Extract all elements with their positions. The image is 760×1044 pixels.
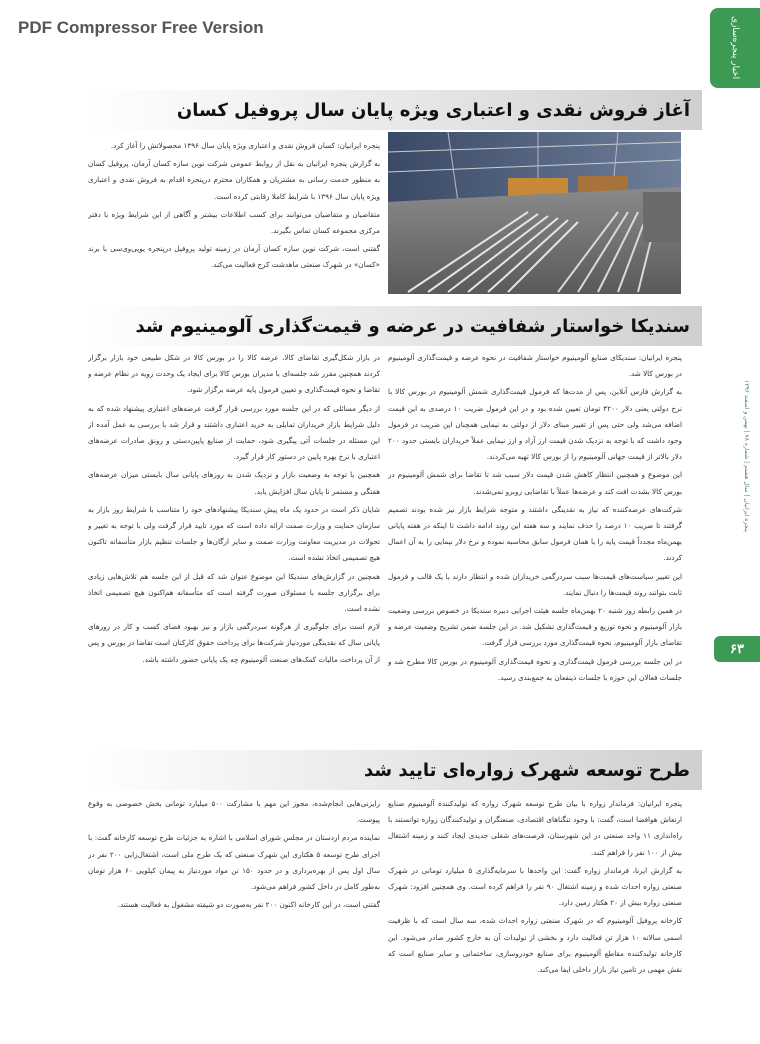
article1-paragraph: گفتنی است، شرکت نوین سازه کسان آرمان در زمینه تولید پروفیل درپنجره یوپی‌وی‌سی با برند «کسان» در شهرک صنعتی ماهدشت کرج فعالیت می‌کند. bbox=[88, 244, 380, 270]
article2-left-column bbox=[88, 350, 380, 738]
article2-paragraph: این موضوع و همچنین انتظار کاهش شدن قیمت دلار سبب شد تا تقاضا برای شمش آلومینیوم در بورس کالا بشدت افت کند و عرضه‌ها عملاً با تقاضایی روبرو نمی‌شدند. bbox=[388, 470, 682, 496]
article3-header bbox=[88, 750, 702, 790]
article2-paragraph: همچنین در گزارش‌های سندیکا این موضوع عنوان شد که قبل از این جلسه هم تلاش‌هایی زیادی برای برگزاری جلسه با مسئولان صورت گرفته است که متأسفانه هم‌اکنون هیچ تصمیمی اتخاذ نشده است. bbox=[88, 571, 380, 614]
article1-title: آغاز فروش نقدی و اعتباری ویژه پایان سال پروفیل کسان bbox=[176, 99, 690, 121]
article1-paragraph: پنجره ایرانیان: کسان فروش نقدی و اعتباری ویژه پایان سال ۱۳۹۶ محصولاتش را آغاز کرد. bbox=[110, 141, 380, 150]
article3-paragraph: رایزنی‌هایی انجام‌شده، مجوز این مهم با مشارکت ۵۰۰ میلیارد تومانی بخش خصوصی به وقوع پیوست. bbox=[88, 799, 380, 825]
article2-paragraph: لازم است برای جلوگیری از هرگونه سردرگمی بازار و نیز بهبود فضای کسب و کار در روزهای پایانی سال که نقدینگی موردنیاز شرکت‌ها برای پرداخت حقوق کارکنان است تقاضا در بورس و پس از آن پرداخت مالیات کمک‌های صنعت آلومینیوم چه یک پایانی حضور داشته باشد. bbox=[88, 622, 380, 664]
article3-paragraph: نماینده مردم اردستان در مجلس شورای اسلامی با اشاره به جزئیات طرح توسعه کارخانه گفت: با اجرای طرح توسعه ۵ هکتاری این شهرک صنعتی که یک طرح ملی است، اشتغال‌زایی ۲۰۰ نفر در سال اول پس از بهره‌برداری و در حدود ۱۵۰ تن مواد موردنیاز به پیمان کیلویی ۶۰ هزار تومان به‌طور کامل در داخل کشور فراهم می‌شود. bbox=[88, 833, 380, 892]
article3-paragraph: پنجره ایرانیان: فرماندار زواره با بیان طرح توسعه شهرک زواره که تولیدکننده آلومینیوم صنایع ارتعاش هوافضا است، گفت: با وجود تنگناهای اقتصادی، صنعتگران و تولیدکنندگان زواره توانستند با راه‌اندازی ۱۱ واحد صنعتی در این شهرستان، فرصت‌های شغلی جدیدی ایجاد کنند و زمینه اشتغال بیش از ۱۰۰ نفر را فراهم کنند. bbox=[388, 799, 682, 857]
article3-right-column bbox=[388, 796, 682, 1024]
article3-paragraph: گفتنی است، در این کارخانه اکنون ۲۰۰ نفر به‌صورت دو شیفته مشغول به فعالیت هستند. bbox=[117, 900, 380, 910]
article1-photo bbox=[388, 132, 681, 294]
article2-paragraph: از دیگر مسائلی که در این جلسه مورد بررسی قرار گرفت عرضه‌های اعتباری پیشنهاد شده که به دلیل شرایط بازار خریداران تمایلی به خرید اعتباری داشتند و قرار شد با بررسی به عمل آمده از این مسئله در جلسات آتی پیگیری شود، حمایت از صنایع پایین‌دستی و رونق صادرات عرضه‌های اعتباری با نرخ بهره پایین در دستور کار قرار گیرد. bbox=[88, 403, 380, 462]
article2-paragraph: پنجره ایرانیان: سندیکای صنایع آلومینیوم خواستار شفافیت در نحوه عرضه و قیمت‌گذاری آلومینیوم در بورس کالا شد. bbox=[388, 353, 682, 379]
article2-paragraph: همچنین با توجه به وضعیت بازار و نزدیک شدن به روزهای پایانی سال بایستی میزان عرضه‌های هفتگی و مستمر تا پایان سال افزایش یابد. bbox=[88, 470, 380, 496]
article1-header bbox=[88, 90, 702, 130]
article3-paragraph: به گزارش ایرنا، فرماندار زواره گفت: این واحدها با سرمایه‌گذاری ۵ میلیارد تومانی در شهرک صنعتی زواره احداث شده و زمینه اشتغال ۹۰ نفر را فراهم کرده است. وی همچنین افزود: شهرک صنعتی زواره بیش از ۲۰ هکتار زمین دارد. bbox=[388, 865, 682, 908]
article2-paragraph: در بازار شکل‌گیری تقاضای کالا، عرضه کالا را در بورس کالا در شکل طبیعی خود بازار برگزار کردند همچنین مقرر شد جلسه‌ای با مدیران بورس کالا برای ایجاد یک وحدت رویه در نظام عرضه و تقاضا و نحوه قیمت‌گذاری و تعیین فرمول پایه عرضه برگزار شود. bbox=[88, 353, 380, 395]
article2-title: سندیکا خواستار شفافیت در عرضه و قیمت‌گذاری آلومینیوم شد bbox=[135, 315, 690, 337]
article2-paragraph: شایان ذکر است در حدود یک ماه پیش سندیکا پیشنهادهای خود را متناسب با شرایط روز بازار به سازمان حمایت و وزارت صمت ارائه داده است که مورد تایید قرار گرفت ولی با توجه به تغییر و تحولات در مدیریت معاونت وزارت صمت و سایر ارگان‌ها و جلسات تنظیم بازار متأسفانه تاکنون هیچ تصمیمی اتخاذ نشده است. bbox=[88, 504, 380, 563]
issue-strip: پنجره ایرانیان | سال هشتم | شماره ۷۸ | بهمن و اسفند ۱۳۹۶ bbox=[743, 380, 750, 533]
page-number: ۶۳ bbox=[714, 636, 760, 662]
section-tab: اخبار پنجره‌سازی bbox=[710, 8, 760, 88]
article1-body bbox=[88, 138, 380, 298]
article3-left-column bbox=[88, 796, 380, 1024]
article1-paragraph: متقاضیان و متقاضیان می‌توانند برای کسب اطلاعات بیشتر و آگاهی از این شرایط ویژه با دفتر مرکزی مجموعه کسان تماس بگیرند. bbox=[88, 209, 380, 236]
article2-paragraph: شرکت‌های عرضه‌کننده که نیاز به نقدینگی داشتند و متوجه شرایط بازار نیز شده بودند تصمیم گرفتند تا ضریب ۱۰ درصد را حذف نمایند و سه هفته این روند ادامه داشت تا اینکه در هفته پایانی بهمن‌ماه مجدداً قیمت پایه را با همان فرمول سابق محاسبه نموده و نرخ دلار نیمایی را به آن اعمال کردند. bbox=[388, 504, 682, 563]
article2-paragraph: به گزارش فارس آنلاین، پس از مدت‌ها که فرمول قیمت‌گذاری شمش آلومینیوم در بورس کالا با نرخ دولتی یعنی دلار ۴۲۰۰ تومان تعیین شده بود و در این فرمول ضریب ۱۰ درصدی به این قیمت اضافه می‌شد ولی حتی پس از تغییر مبنای دلار از دولتی به نیمایی همچنان این ضریب در فرمول وجود داشت که با توجه به نزدیک شدن قیمت ارز آزاد و ارز نیمایی عملاً خریداران بایستی حدود ۲۰۰ دلار بالاتر از قیمت جهانی آلومینیوم را از بورس کالا تهیه می‌کردند. bbox=[388, 387, 682, 462]
article2-header bbox=[88, 306, 702, 346]
article2-right-column bbox=[388, 350, 682, 738]
article3-paragraph: کارخانه پروفیل آلومینیوم که در شهرک صنعتی زواره احداث شده، سه سال است که با ظرفیت اسمی سالانه ۱۰ هزار تن فعالیت دارد و بخشی از تولیدات آن به خارج کشور صادر می‌شود. این کارخانه تولیدکننده مقاطع آلومینیوم برای صنایع خودروسازی، ساختمانی و سایر صنایع است که نقش مهمی در تامین نیاز بازار داخلی ایفا می‌کند. bbox=[388, 916, 682, 975]
article2-paragraph: در همین رابطه روز شنبه ۲۰ بهمن‌ماه جلسه هیئت‌ اجرایی دبیره سندیکا در خصوص بررسی وضعیت بازار آلومینیوم و نحوه توزیع و قیمت‌گذاری تشکیل شد. در این جلسه ضمن تشریح وضعیت عرضه و تقاضای بازار آلومینیوم، نحوه قیمت‌گذاری مورد بررسی قرار گرفت. bbox=[388, 606, 682, 648]
article3-title: طرح توسعه شهرک زواره‌ای تایید شد bbox=[364, 759, 690, 781]
article2-paragraph: این تغییر سیاست‌های قیمت‌ها سبب سردرگمی خریداران شده و انتظار دارند با یک قالب و فرمول ثابت بتوانند روند قیمت‌ها را دنبال نمایند. bbox=[388, 571, 682, 597]
article1-paragraph: به گزارش پنجره ایرانیان به نقل از روابط عمومی شرکت نوین سازه کسان آرمان، پروفیل کسان به منظور خدمت رسانی به مشتریان و همکاران محترم درپنجره اقدام به فروش نقدی و اعتباری ویژه پایان سال ۱۳۹۶ با شرایط کاملا رقابتی کرده است. bbox=[88, 159, 380, 201]
watermark: PDF Compressor Free Version bbox=[18, 18, 264, 37]
article2-paragraph: در این جلسه بررسی فرمول قیمت‌گذاری و نحوه قیمت‌گذاری آلومینیوم در بورس کالا مطرح شد و جلسات فعالان این حوزه با جلسات ذینفعان به جمع‌بندی رسید. bbox=[388, 656, 682, 682]
